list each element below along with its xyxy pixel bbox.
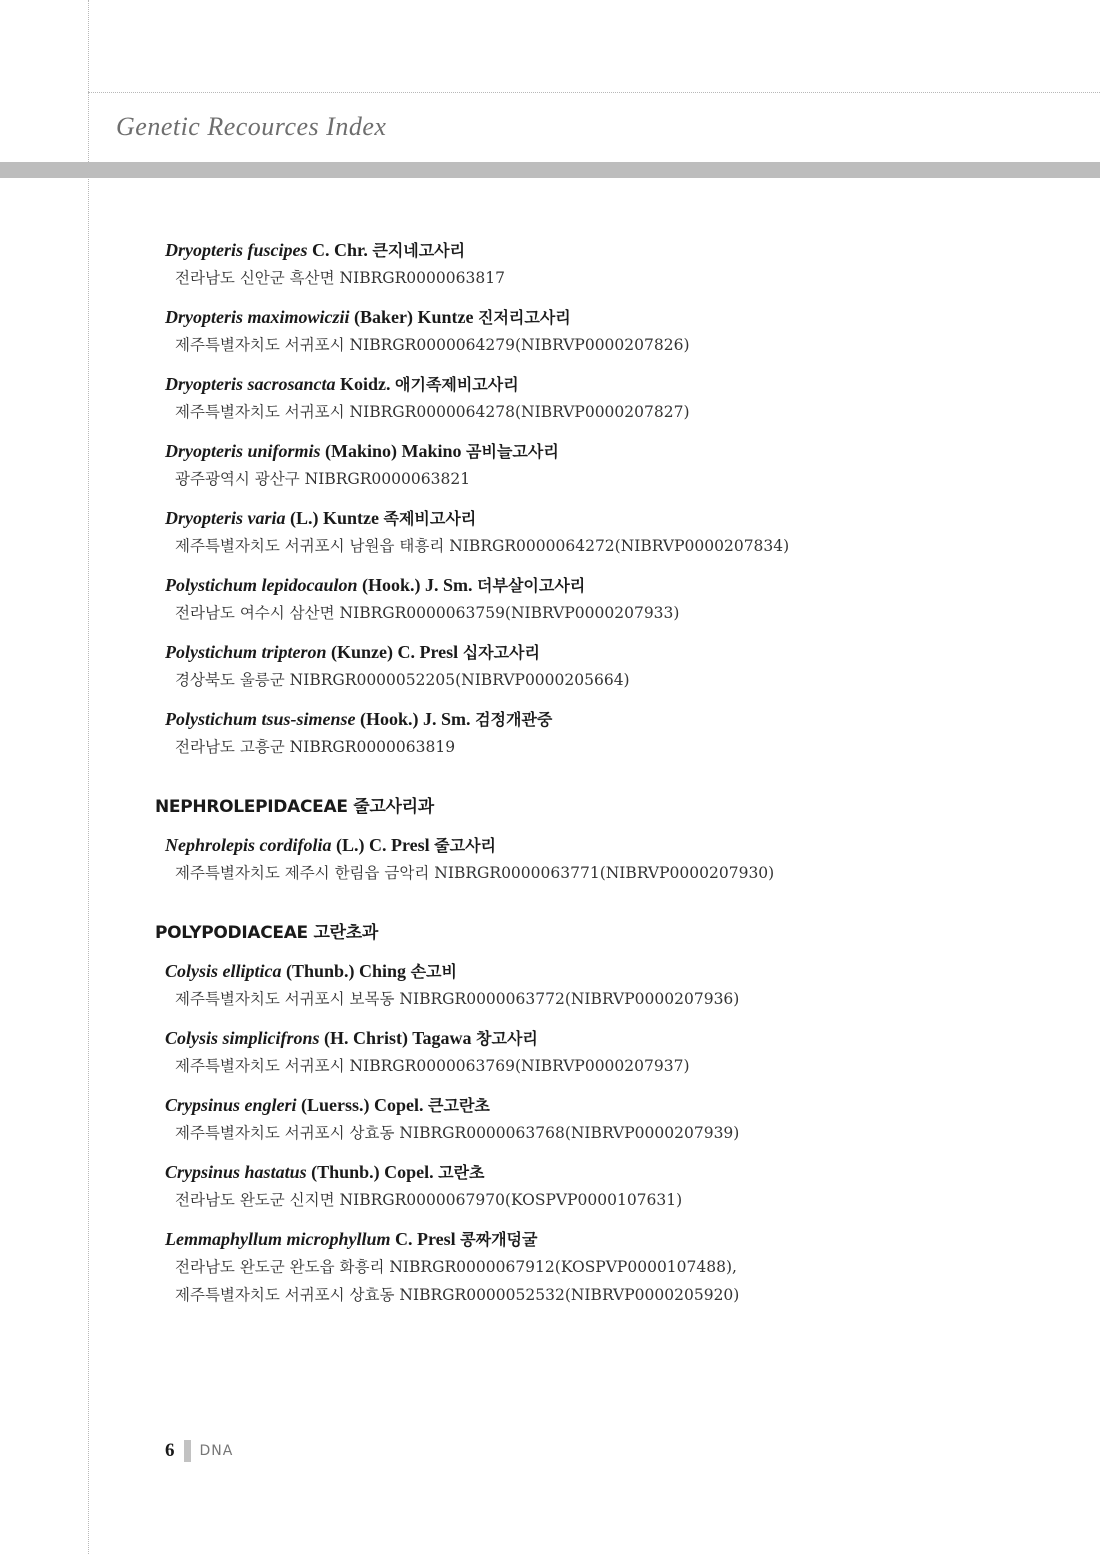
species-genus: Dryopteris (165, 240, 243, 260)
korean-common-name: 애기족제비고사리 (395, 375, 519, 394)
species-genus: Colysis (165, 961, 219, 981)
collection-location: 전라남도 여수시 삼산면 NIBRGR0000063759(NIBRVP0000207933) (175, 604, 680, 622)
korean-common-name: 손고비 (410, 962, 457, 981)
species-name-line (165, 506, 1075, 531)
species-author: (Makino) Makino (325, 441, 462, 461)
species-epithet: uniformis (247, 441, 321, 461)
footer-label: DNA (199, 1443, 234, 1459)
korean-common-name: 창고사리 (476, 1029, 538, 1048)
collection-location: 제주특별자치도 서귀포시 남원읍 태흥리 NIBRGR0000064272(NIBRVP0000207834) (175, 537, 790, 555)
species-author: C. Chr. (312, 240, 368, 260)
page-number: 6 (165, 1440, 175, 1461)
family-heading: POLYPODIACEAE 고란초과 (155, 923, 378, 943)
species-name-line (165, 1160, 1075, 1185)
collection-location: 제주특별자치도 서귀포시 NIBRGR0000064279(NIBRVP0000207826) (175, 336, 690, 354)
running-header-title: Genetic Recources Index (116, 112, 387, 141)
species-entry (165, 372, 1075, 425)
species-name-line (165, 439, 1075, 464)
species-author: (Hook.) J. Sm. (360, 709, 471, 729)
species-author: (Baker) Kuntze (354, 307, 474, 327)
species-genus: Crypsinus (165, 1095, 241, 1115)
species-name-line (165, 1093, 1075, 1118)
species-name-line (165, 1026, 1075, 1051)
collection-location: 경상북도 울릉군 NIBRGR0000052205(NIBRVP0000205664) (175, 671, 630, 689)
species-name-line (165, 573, 1075, 598)
top-dotted-rule (88, 92, 1100, 93)
species-author: (Hook.) J. Sm. (362, 575, 473, 595)
species-epithet: engleri (244, 1095, 297, 1115)
species-entry (165, 1093, 1075, 1146)
index-content (155, 238, 1075, 1322)
collection-location: 제주특별자치도 서귀포시 상효동 NIBRGR0000063768(NIBRVP0000207939) (175, 1124, 740, 1142)
korean-common-name: 줄고사리 (434, 836, 496, 855)
species-entry (165, 238, 1075, 291)
species-genus: Polystichum (165, 575, 258, 595)
collection-location: 제주특별자치도 서귀포시 상효동 NIBRGR0000052532(NIBRVP0000205920) (175, 1286, 740, 1304)
species-name-line (165, 833, 1075, 858)
collection-location: 제주특별자치도 서귀포시 NIBRGR0000064278(NIBRVP0000207827) (175, 403, 690, 421)
korean-common-name: 큰고란초 (428, 1096, 490, 1115)
korean-common-name: 더부살이고사리 (477, 576, 586, 595)
korean-common-name: 큰지네고사리 (372, 241, 466, 260)
species-author: (Thunb.) Ching (286, 961, 407, 981)
species-epithet: elliptica (222, 961, 282, 981)
species-epithet: tsus-simense (261, 709, 356, 729)
species-name-line (165, 959, 1075, 984)
species-epithet: maximowiczii (247, 307, 350, 327)
species-epithet: simplicifrons (222, 1028, 320, 1048)
species-author: (Luerss.) Copel. (301, 1095, 424, 1115)
species-author: (Kunze) C. Presl (331, 642, 459, 662)
collection-location: 전라남도 고흥군 NIBRGR0000063819 (175, 738, 456, 756)
collection-location: 제주특별자치도 서귀포시 보목동 NIBRGR0000063772(NIBRVP0000207936) (175, 990, 740, 1008)
species-entry (165, 640, 1075, 693)
species-entry (165, 833, 1075, 886)
collection-location: 제주특별자치도 서귀포시 NIBRGR0000063769(NIBRVP0000207937) (175, 1057, 690, 1075)
korean-common-name: 곰비늘고사리 (466, 442, 559, 461)
species-epithet: hastatus (244, 1162, 307, 1182)
page-footer (165, 1440, 233, 1462)
species-epithet: sacrosancta (247, 374, 336, 394)
korean-common-name: 진저리고사리 (478, 308, 571, 327)
species-genus: Polystichum (165, 642, 258, 662)
species-epithet: microphyllum (286, 1229, 391, 1249)
collection-location: 전라남도 신안군 흑산면 NIBRGR0000063817 (175, 269, 505, 287)
collection-location: 전라남도 완도군 완도읍 화흥리 NIBRGR0000067912(KOSPVP0000107488), (175, 1258, 737, 1276)
species-entry (165, 1160, 1075, 1213)
species-genus: Lemmaphyllum (165, 1229, 282, 1249)
species-entry (165, 573, 1075, 626)
family-heading: NEPHROLEPIDACEAE 줄고사리과 (155, 797, 434, 817)
collection-location: 제주특별자치도 제주시 한림읍 금악리 NIBRGR0000063771(NIBRVP0000207930) (175, 864, 775, 882)
species-entry (165, 305, 1075, 358)
species-entry (165, 1026, 1075, 1079)
species-genus: Crypsinus (165, 1162, 241, 1182)
species-author: Koidz. (340, 374, 391, 394)
footer-divider-bar (184, 1440, 191, 1462)
korean-common-name: 콩짜개덩굴 (460, 1230, 538, 1249)
species-name-line (165, 707, 1075, 732)
species-name-line (165, 640, 1075, 665)
species-epithet: tripteron (261, 642, 327, 662)
species-genus: Dryopteris (165, 508, 243, 528)
species-epithet: cordifolia (259, 835, 332, 855)
species-author: (L.) Kuntze (290, 508, 379, 528)
header-gray-bar (0, 162, 1100, 178)
species-entry (165, 959, 1075, 1012)
left-dotted-rule (88, 0, 89, 1554)
species-epithet: lepidocaulon (261, 575, 358, 595)
species-entry (165, 506, 1075, 559)
korean-common-name: 고란초 (438, 1163, 485, 1182)
species-name-line (165, 372, 1075, 397)
korean-common-name: 족제비고사리 (383, 509, 477, 528)
species-author: (L.) C. Presl (336, 835, 430, 855)
species-entry (165, 707, 1075, 760)
species-author: (Thunb.) Copel. (311, 1162, 434, 1182)
korean-common-name: 검정개관중 (475, 710, 553, 729)
species-genus: Dryopteris (165, 374, 243, 394)
species-genus: Dryopteris (165, 307, 243, 327)
species-author: (H. Christ) Tagawa (324, 1028, 472, 1048)
species-author: C. Presl (395, 1229, 456, 1249)
collection-location: 광주광역시 광산구 NIBRGR0000063821 (175, 470, 471, 488)
korean-common-name: 십자고사리 (462, 643, 540, 662)
species-epithet: varia (247, 508, 286, 528)
collection-location: 전라남도 완도군 신지면 NIBRGR0000067970(KOSPVP0000107631) (175, 1191, 683, 1209)
species-epithet: fuscipes (247, 240, 308, 260)
species-entry (165, 439, 1075, 492)
species-genus: Dryopteris (165, 441, 243, 461)
species-entry (165, 1227, 1075, 1308)
species-genus: Polystichum (165, 709, 258, 729)
species-name-line (165, 238, 1075, 263)
species-genus: Nephrolepis (165, 835, 255, 855)
species-name-line (165, 1227, 1075, 1252)
species-genus: Colysis (165, 1028, 219, 1048)
species-name-line (165, 305, 1075, 330)
